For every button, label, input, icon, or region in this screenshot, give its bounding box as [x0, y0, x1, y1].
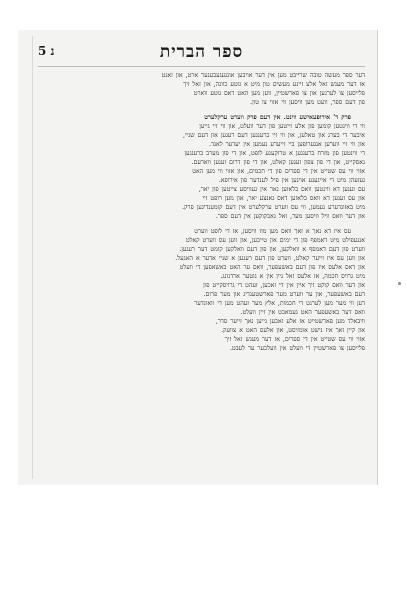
- page-content: [38, 40, 365, 475]
- text-line: און ווי זיי ווערען אנגערופען ביי זייערע נעמען אין יעדער לאנד.: [209, 141, 365, 148]
- text-line: אנגעפילט מיט דאמפף פון די ימים און טייכען, און ווען עס ווערט קאלט: [185, 237, 365, 244]
- text-line: און דאס אלעס איז פון דעם באשעפער, וואס ער האט באשאפען די וועלט: [179, 264, 365, 271]
- text-line: עס איז דא נאך א זאך וואס מען מוז וויסען, אז די לופט ווערט: [194, 228, 351, 235]
- text-line: פון דעם ספר, וועט מען וויסען ווי אזוי צו טון.: [250, 99, 365, 106]
- text-section-1: [38, 71, 365, 107]
- text-line: דען ווי מער מען לערנט די חכמות, אלץ מער זעהט מען די וואונדער: [194, 300, 365, 307]
- text-line: וויבאלד מען פארשטייט אז אלע זאכען גייען נאך זייער סדר,: [215, 318, 365, 325]
- page-title: ספר הברית: [159, 42, 244, 62]
- text-line: די ווינטען פון מזרח ברענגען א טרוקענע לופט, און די פון מערב ברענגען: [184, 150, 365, 157]
- text-line: פלייסען צו לערנען און צו פארשטיין, ווען מען האט דאס גוטע ווארט: [193, 90, 365, 97]
- text-section-2: [38, 113, 365, 221]
- text-line: און דער וואס קוקט זיך איין אין די זאכען, זעהט די גרויסקייט פון: [203, 282, 365, 289]
- text-line: און ווען עס איז זייער קאלט, ווערט פון דעם רעגען א שניי אדער א האגעל.: [175, 255, 365, 262]
- page-header: [38, 40, 365, 67]
- text-line: עס זענען דא ווינטען וואס בלאזען נאר אין געוויסע צייטען פון יאר,: [198, 186, 365, 193]
- text-section-3: [38, 227, 365, 353]
- page-margin-line: [32, 36, 33, 479]
- text-line: און דער וואס וויל וויסען מער, זאל נאכקוקען אין דעם ספר.: [215, 213, 365, 220]
- text-line: אז דער מענש זאל אלע זיינע מעשים טון מיט א גוטע כוונה, און זאל זיך: [183, 81, 365, 88]
- text-line: אזוי ווי עס שטייט אין די ספרים, אז דער מענש זאל זיך: [224, 336, 365, 343]
- chapter-heading-line: פרק ד' אירופעאישע ווינט. אין דעם פרק ווערט ערקלערט: [204, 114, 351, 121]
- text-line: מיט גרויס חכמה, אז אלעס זאל גיין אין א גוטער ארדנונג.: [220, 273, 365, 280]
- text-line: אזוי ווי עס שטייט אין די ספרים פון די חכמים, און אזוי ווי מען האט: [192, 168, 365, 175]
- text-line: נאסקייט, און די פון צפון זענען קאלט, און די פון דרום זענען ווארעם.: [191, 159, 365, 166]
- text-line: איבער די בערג און טאלען, און ווי זיי ברענגען דעם רעגען און דעם שניי,: [183, 132, 365, 139]
- text-line: דעם באשעפער, און ער ווערט מער פארשטענדיג און מער פרום.: [203, 291, 365, 298]
- scan-speck: [398, 282, 401, 285]
- document-page: [18, 30, 378, 485]
- text-line: פלייסען צו פארשטיין די וועלט אין וועלכער ער לעבט.: [229, 345, 365, 352]
- text-line: ווערט פון דעם דאמפף א וואלקען, און פון דעם וואלקען קומט דער רעגען.: [179, 246, 365, 253]
- page-number: 5 נ: [38, 44, 55, 58]
- text-line: ווי די ווינטען קומען פון אלע זייטען פון דער וועלט, און ווי זיי גייען: [199, 123, 365, 130]
- text-line: וואס דער באשעפער האט געמאכט אין זיין וועלט.: [240, 309, 365, 316]
- text-line: געזעהן מיט די אייגענע אויגען אין פיל לענדער פון אירופא.: [218, 177, 365, 184]
- text-line: דער ספר מעשה טובה שרייבט מען אין דער אויבען אונגעגעבענער ארט, און זאגט: [161, 72, 365, 79]
- text-line: און קיין זאך איז נישט אומזיסט, און אלעס האט א צוועק.: [221, 327, 365, 334]
- text-line: מיט באזונדערע נעמען, ווי עס ווערט ערקלערט אין דעם קומענדיגען פרק.: [182, 204, 365, 211]
- text-line: און עס זענען דא וואס בלאזען דאס גאנצע יאר, און מען רופט זיי: [202, 195, 365, 202]
